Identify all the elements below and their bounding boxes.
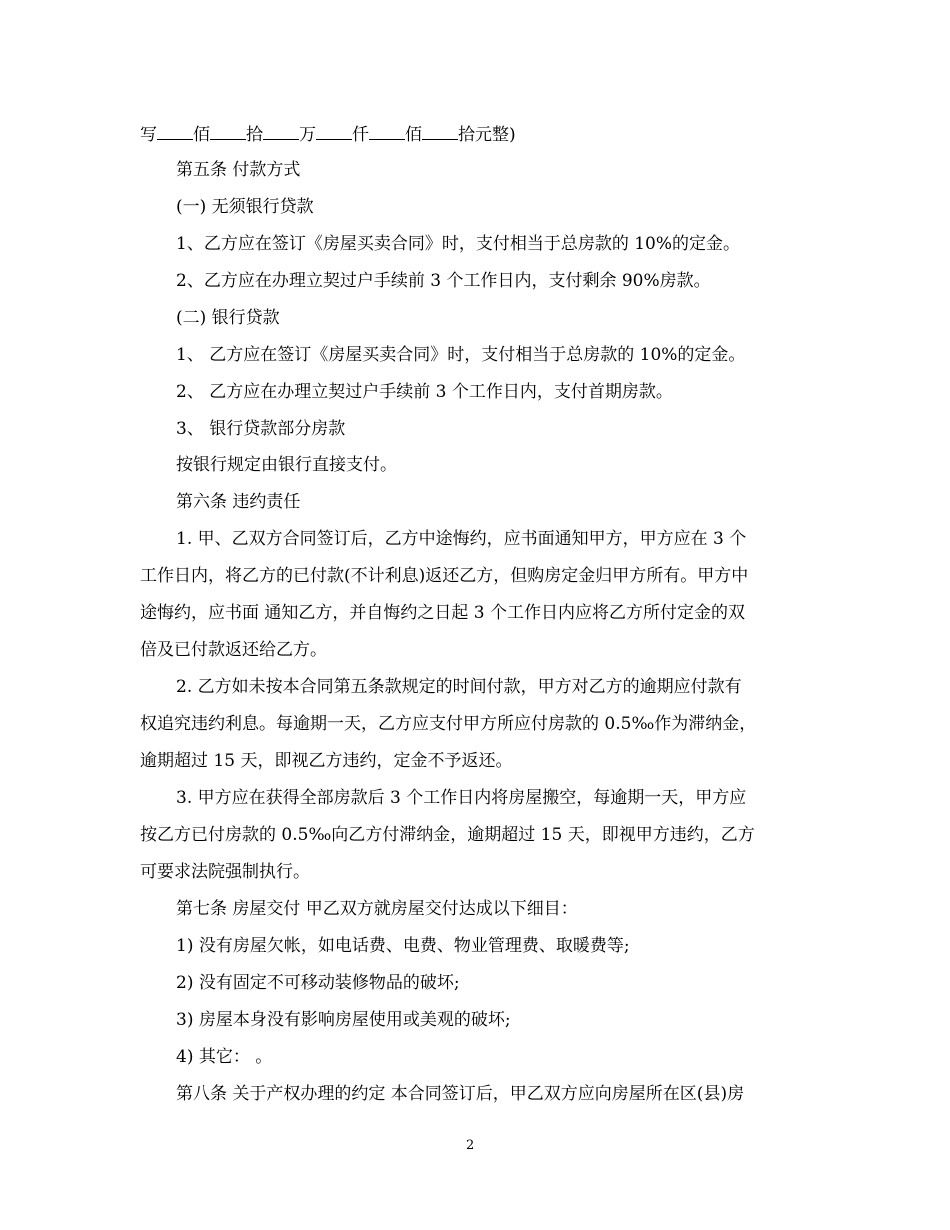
subheading-no-loan: (一) 无须银行贷款 [176, 197, 314, 217]
paragraph-line: 3. 甲方应在获得全部房款后 3 个工作日内将房屋搬空，每逾期一天，甲方应 [176, 788, 747, 808]
subheading-bank-loan: (二) 银行贷款 [176, 308, 280, 328]
paragraph-line: 2. 乙方如未按本合同第五条款规定的时间付款，甲方对乙方的逾期应付款有 [176, 677, 742, 697]
paragraph-line: 按银行规定由银行直接支付。 [176, 455, 397, 475]
amount-blank [422, 123, 458, 140]
section-heading-article-7: 第七条 房屋交付 甲乙双方就房屋交付达成以下细目： [176, 899, 578, 919]
paragraph-line: 逾期超过 15 天，即视乙方违约，定金不予返还。 [140, 751, 513, 771]
paragraph-line: 倍及已付款返还给乙方。 [140, 640, 327, 660]
paragraph-line: 工作日内，将乙方的已付款(不计利息)返还乙方，但购房定金归甲方所有。甲方中 [140, 566, 749, 586]
amount-blank [210, 123, 246, 140]
section-heading-article-5: 第五条 付款方式 [176, 160, 301, 180]
list-item: 3) 房屋本身没有影响房屋使用或美观的破坏; [176, 1010, 511, 1030]
amount-blank [316, 123, 352, 140]
amount-prefix: 写 [140, 125, 157, 145]
amount-blank [263, 123, 299, 140]
list-item: 1) 没有房屋欠帐，如电话费、电费、物业管理费、取暖费等; [176, 936, 630, 956]
paragraph-line: 途悔约，应书面 通知乙方，并自悔约之日起 3 个工作日内应将乙方所付定金的双 [140, 603, 746, 623]
paragraph-line: 1、 乙方应在签订《房屋买卖合同》时，支付相当于总房款的 10%的定金。 [176, 345, 746, 365]
list-item: 4) 其它： 。 [176, 1047, 273, 1067]
amount-unit: 拾 [246, 125, 263, 145]
paragraph-line: 1. 甲、乙双方合同签订后，乙方中途悔约，应书面通知甲方，甲方应在 3 个 [176, 529, 747, 549]
amount-unit: 拾元整) [458, 125, 516, 145]
amount-unit: 万 [299, 125, 316, 145]
paragraph-line: 按乙方已付房款的 0.5‰向乙方付滞纳金，逾期超过 15 天，即视甲方违约，乙方 [140, 825, 755, 845]
amount-unit: 佰 [193, 125, 210, 145]
amount-in-words-line [140, 123, 516, 145]
section-heading-article-6: 第六条 违约责任 [176, 492, 301, 512]
amount-unit: 仟 [352, 125, 369, 145]
paragraph-line: 可要求法院强制执行。 [140, 862, 310, 882]
paragraph-line: 权追究违约利息。每逾期一天，乙方应支付甲方所应付房款的 0.5‰作为滞纳金， [140, 714, 757, 734]
page-number: 2 [466, 1138, 475, 1153]
paragraph-line: 3、 银行贷款部分房款 [176, 419, 346, 439]
amount-blank [157, 123, 193, 140]
list-item: 2) 没有固定不可移动装修物品的破坏; [176, 973, 460, 993]
paragraph-line: 1、乙方应在签订《房屋买卖合同》时，支付相当于总房款的 10%的定金。 [176, 234, 741, 254]
amount-blank [369, 123, 405, 140]
amount-unit: 佰 [405, 125, 422, 145]
section-heading-article-8: 第八条 关于产权办理的约定 本合同签订后，甲乙双方应向房屋所在区(县)房 [176, 1084, 745, 1104]
paragraph-line: 2、乙方应在办理立契过户手续前 3 个工作日内，支付剩余 90%房款。 [176, 271, 711, 291]
paragraph-line: 2、 乙方应在办理立契过户手续前 3 个工作日内，支付首期房款。 [176, 382, 673, 402]
